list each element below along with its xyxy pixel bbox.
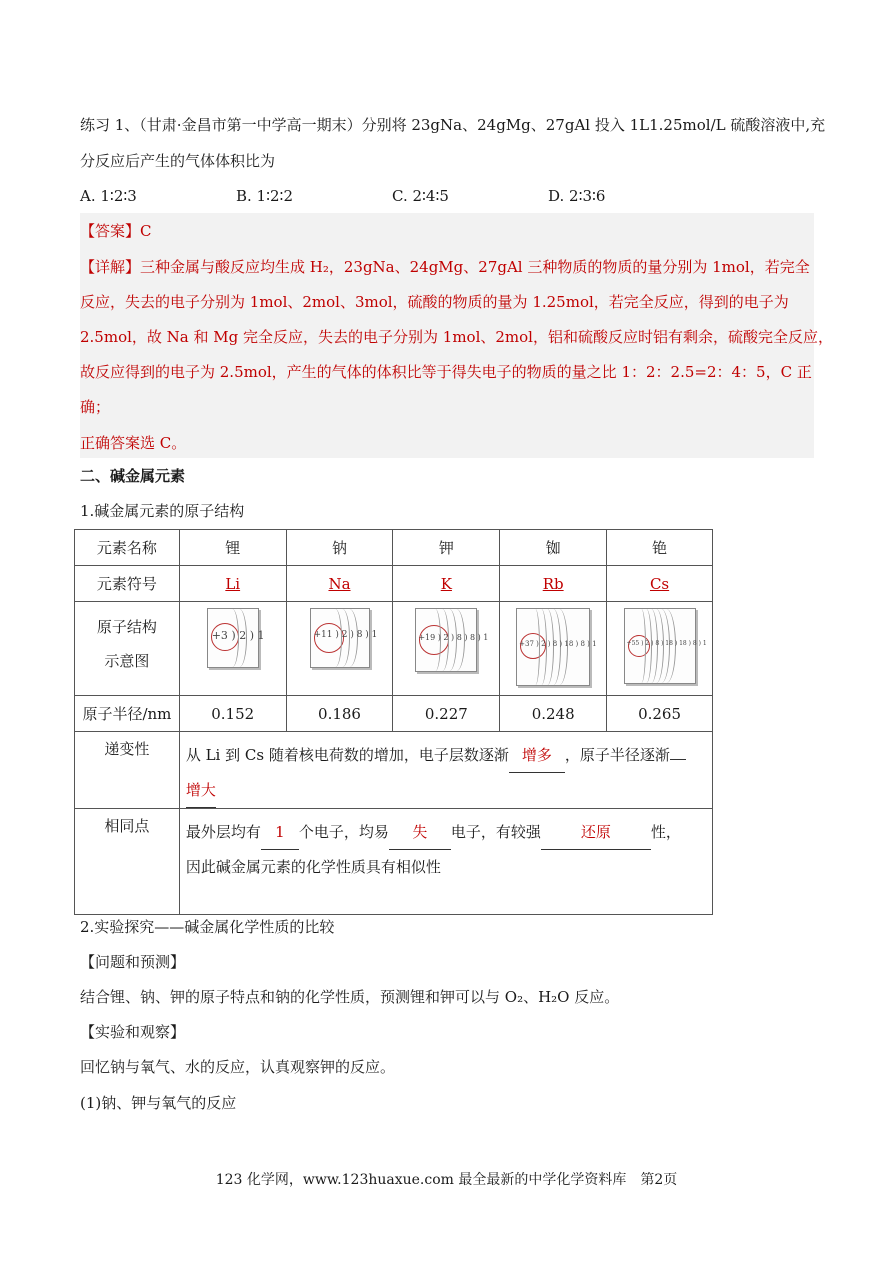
section-heading: 二、碱金属元素: [80, 467, 186, 485]
cell-symbol-na: Na: [328, 574, 351, 593]
trend-text-a: 从 Li 到 Cs 随着核电荷数的增加，电子层数逐渐: [185, 746, 509, 764]
row-header-radius: 原子半径/nm: [75, 696, 180, 732]
row-header-symbol: 元素符号: [75, 566, 180, 602]
trend-blank-2-pad: [670, 759, 686, 760]
table-row: [75, 530, 713, 566]
cell-radius-cs: 0.265: [607, 696, 713, 732]
table-row: [75, 809, 713, 915]
same-text-b: 个电子，均易: [298, 823, 389, 841]
row-header-structure: [75, 602, 180, 696]
answer-box: [80, 213, 833, 458]
cell-radius-li: 0.152: [179, 696, 286, 732]
answer-final: 正确答案选 C。: [80, 434, 187, 452]
cell-radius-na: 0.186: [286, 696, 393, 732]
same-text-e: 因此碱金属元素的化学性质具有相似性: [185, 858, 441, 876]
alkali-metal-table: [74, 529, 713, 915]
trend-text-b: ，原子半径逐渐: [564, 746, 670, 764]
option-a: A. 1∶2∶3: [80, 187, 137, 205]
cell-name-cs: 铯: [607, 530, 713, 566]
atom-diagram-li: +3 ) 2 ) 1: [207, 608, 259, 668]
same-text-d: 性，: [650, 823, 681, 841]
cell-name-rb: 铷: [500, 530, 607, 566]
option-b: B. 1∶2∶2: [236, 187, 293, 205]
cell-symbol-k: K: [440, 574, 452, 593]
row-header-structure-label: 原子结构示意图: [96, 618, 157, 670]
answer-detail-4: 故反应得到的电子为 2.5mol，产生的气体的体积比等于得失电子的物质的量之比 1：2：2.5=2：4：5，C 正: [80, 363, 812, 381]
answer-detail-5: 确；: [80, 398, 111, 416]
trend-blank-2: 增大: [186, 773, 216, 808]
question-text: 结合锂、钠、钾的原子特点和钠的化学性质，预测锂和钾可以与 O₂、H₂O 反应。: [80, 988, 620, 1006]
experiment-label: 【实验和观察】: [80, 1023, 186, 1041]
experiment-text: 回忆钠与氧气、水的反应，认真观察钾的反应。: [80, 1058, 396, 1076]
cell-symbol-cs: Cs: [649, 574, 670, 593]
answer-detail-3: 2.5mol，故 Na 和 Mg 完全反应，失去的电子分别为 1mol、2mol，铝和硫酸反应时铝有剩余，硫酸完全反应，: [80, 328, 833, 346]
same-text-a: 最外层均有: [185, 823, 261, 841]
row-header-name: 元素名称: [75, 530, 180, 566]
atom-diagram-na: +11 ) 2 ) 8 ) 1: [310, 608, 370, 668]
exercise-line-1: 练习 1、（甘肃·金昌市第一中学高一期末）分别将 23gNa、24gMg、27gAl 投入 1L1.25mol/L 硫酸溶液中,充: [80, 116, 826, 134]
row-header-same: 相同点: [75, 809, 180, 915]
answer-label: 【答案】C: [80, 222, 152, 240]
same-blank-3: 还原: [541, 815, 651, 850]
same-cell: [179, 809, 712, 915]
cell-name-li: 锂: [179, 530, 286, 566]
cell-symbol-rb: Rb: [542, 574, 564, 593]
cell-symbol-li: Li: [225, 574, 241, 593]
question-label: 【问题和预测】: [80, 953, 186, 971]
page-footer: 123 化学网，www.123huaxue.com 最全最新的中学化学资料库 第2页: [215, 1172, 678, 1188]
cell-name-k: 钾: [393, 530, 500, 566]
subheading-experiment: 2.实验探究——碱金属化学性质的比较: [80, 918, 335, 936]
table-row: [75, 566, 713, 602]
exercise-line-2: 分反应后产生的气体体积比为: [80, 152, 276, 170]
answer-detail-2: 反应，失去的电子分别为 1mol、2mol、3mol，硫酸的物质的量为 1.25mol，若完全反应，得到的电子为: [80, 293, 789, 311]
cell-radius-k: 0.227: [393, 696, 500, 732]
table-row: [75, 732, 713, 809]
atom-diagram-rb: +37 ) 2 ) 8 ) 18 ) 8 ) 1: [516, 608, 590, 686]
trend-cell: [179, 732, 712, 809]
cell-radius-rb: 0.248: [500, 696, 607, 732]
same-text-c: 电子，有较强: [450, 823, 541, 841]
cell-name-na: 钠: [286, 530, 393, 566]
atom-diagram-k: +19 ) 2 ) 8 ) 8 ) 1: [415, 608, 477, 672]
row-header-trend: 递变性: [75, 732, 180, 809]
table-row: [75, 696, 713, 732]
option-d: D. 2∶3∶6: [548, 187, 606, 205]
trend-blank-1: 增多: [509, 738, 565, 773]
same-blank-2: 失: [389, 815, 451, 850]
experiment-item-1: (1)钠、钾与氧气的反应: [80, 1094, 237, 1112]
subheading-structure: 1.碱金属元素的原子结构: [80, 502, 245, 520]
same-blank-1: 1: [261, 815, 299, 850]
option-c: C. 2∶4∶5: [392, 187, 449, 205]
atom-diagram-cs: +55 ) 2 ) 8 ) 18 ) 18 ) 8 ) 1: [624, 608, 696, 684]
answer-detail-1: 【详解】三种金属与酸反应均生成 H₂，23gNa、24gMg、27gAl 三种物质的物质的量分别为 1mol，若完全: [80, 258, 810, 276]
table-row: [75, 602, 713, 696]
